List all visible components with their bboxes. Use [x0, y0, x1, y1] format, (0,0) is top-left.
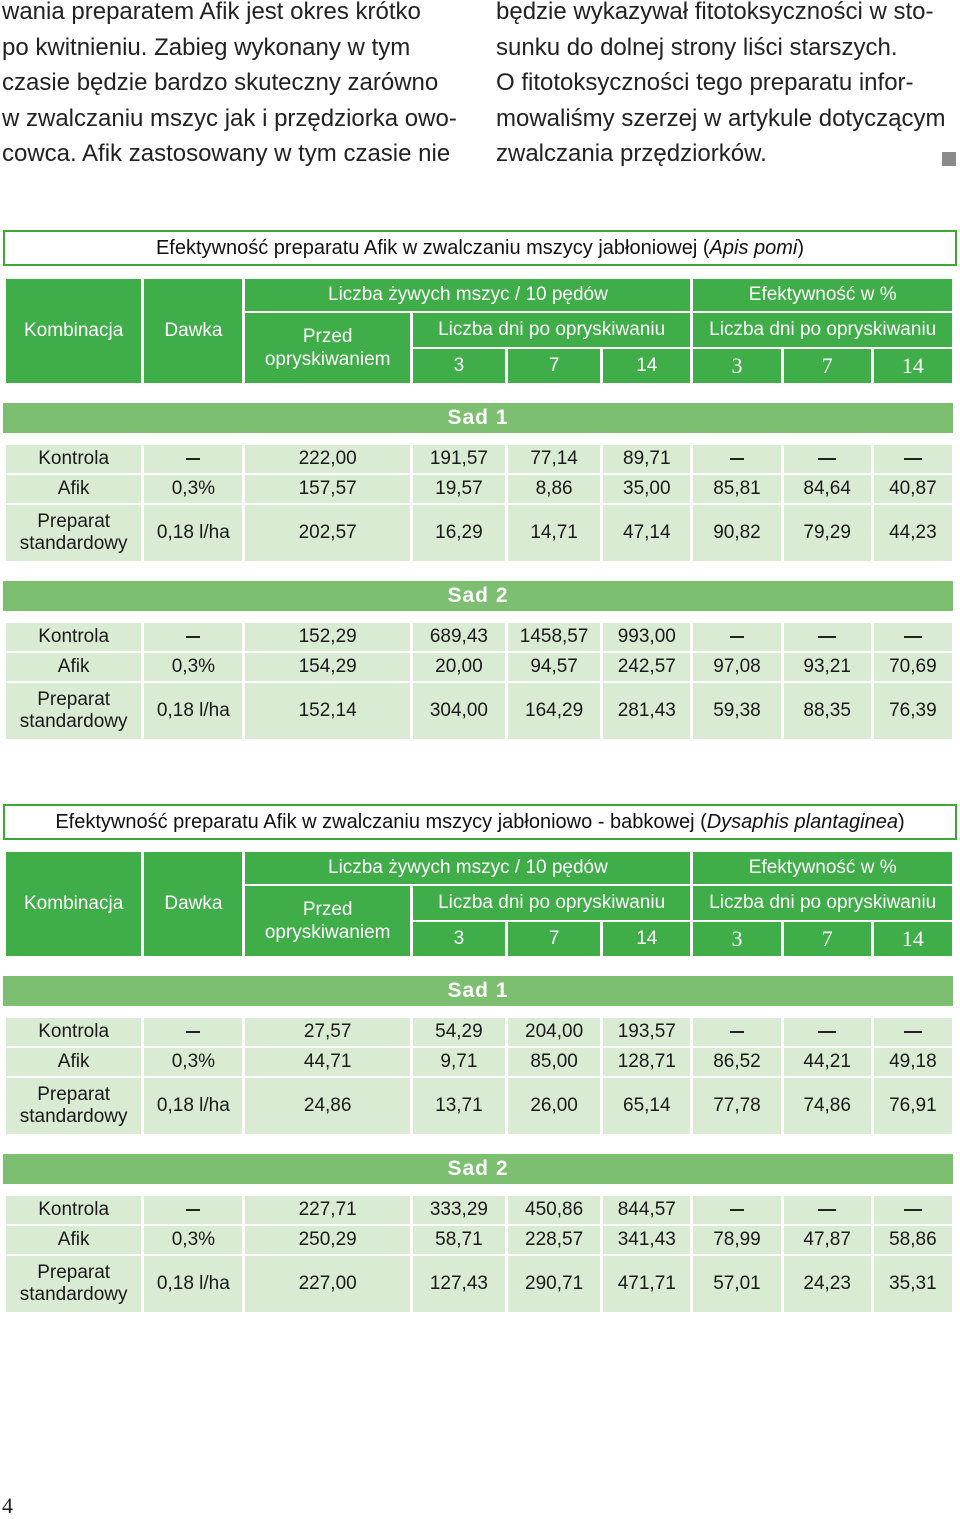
- table-row: [6, 1194, 952, 1224]
- cell-dawka: 0,18 l/ha: [144, 1254, 242, 1312]
- cell-l3: 191,57: [413, 443, 505, 473]
- cell-e14-empty: [874, 443, 952, 473]
- cell-l3: 19,57: [413, 473, 505, 503]
- cell-kombinacja-line1: Preparat: [37, 689, 111, 710]
- cell-e7-empty: [784, 1016, 871, 1046]
- cell-e7: 47,87: [784, 1224, 871, 1254]
- header-liczba-dni-2: Liczba dni po opryskiwaniu: [693, 884, 952, 920]
- cell-kombinacja: Afik: [6, 473, 141, 503]
- cell-kombinacja-line2: standardowy: [19, 1284, 128, 1305]
- header-eff-day-7: 7: [784, 347, 871, 383]
- cell-l7: 77,14: [508, 443, 600, 473]
- cell-przed: 227,00: [245, 1254, 409, 1312]
- cell-l14: 242,57: [603, 651, 690, 681]
- cell-l7: 290,71: [508, 1254, 600, 1312]
- table2-title: [3, 804, 957, 840]
- intro-line: czasie będzie bardzo skuteczny zarówno: [2, 69, 439, 97]
- cell-l3: 333,29: [413, 1194, 505, 1224]
- cell-przed: 154,29: [245, 651, 409, 681]
- table1-header: [3, 277, 955, 383]
- cell-kombinacja: Afik: [6, 1046, 141, 1076]
- intro-line: zwalczania przędziorków.: [496, 140, 767, 168]
- cell-dawka: 0,18 l/ha: [144, 503, 242, 561]
- cell-e14: 76,39: [874, 681, 952, 739]
- header-kombinacja: Kombinacja: [6, 850, 141, 956]
- cell-kombinacja: [6, 1254, 141, 1312]
- table1-title: [3, 230, 957, 266]
- cell-l14: 471,71: [603, 1254, 690, 1312]
- header-kombinacja: Kombinacja: [6, 277, 141, 383]
- cell-dawka: 0,18 l/ha: [144, 681, 242, 739]
- header-eff-day-14: 14: [874, 347, 952, 383]
- cell-l7: 1458,57: [508, 621, 600, 651]
- cell-e14-empty: [874, 1016, 952, 1046]
- cell-kombinacja: Kontrola: [6, 1194, 141, 1224]
- cell-przed: 152,29: [245, 621, 409, 651]
- cell-e3-empty: [693, 1016, 780, 1046]
- table-row: [6, 473, 952, 503]
- table1-sad1-label: Sad 1: [3, 403, 953, 433]
- table-row: [6, 1254, 952, 1312]
- cell-l3: 58,71: [413, 1224, 505, 1254]
- intro-line: w zwalczaniu mszyc jak i przędziorka owo-: [2, 104, 457, 132]
- cell-l7: 85,00: [508, 1046, 600, 1076]
- cell-dawka-empty: [144, 1016, 242, 1046]
- header-przed: [245, 884, 409, 956]
- cell-e3: 77,78: [693, 1076, 780, 1134]
- end-of-article-square-icon: [942, 152, 956, 166]
- dash-mark: [186, 1209, 200, 1211]
- cell-przed: 202,57: [245, 503, 409, 561]
- header-day-14: 14: [603, 347, 690, 383]
- table2-sad1-rows: [3, 1016, 955, 1134]
- cell-dawka-empty: [144, 1194, 242, 1224]
- cell-e14: 35,31: [874, 1254, 952, 1312]
- cell-l7: 164,29: [508, 681, 600, 739]
- header-przed-line2: opryskiwaniem: [264, 349, 391, 370]
- cell-dawka: 0,3%: [144, 1224, 242, 1254]
- cell-e14: 40,87: [874, 473, 952, 503]
- cell-kombinacja-line2: standardowy: [19, 1106, 128, 1127]
- table2-header: [3, 850, 955, 956]
- header-eff-day-3: 3: [693, 347, 780, 383]
- table-row: [6, 1016, 952, 1046]
- header-day-3: 3: [413, 920, 505, 956]
- table-row: [6, 1076, 952, 1134]
- intro-line: będzie wykazywał fitotoksyczności w sto-: [496, 0, 934, 25]
- header-liczba-dni-2: Liczba dni po opryskiwaniu: [693, 311, 952, 347]
- table-row: [6, 681, 952, 739]
- cell-l3: 689,43: [413, 621, 505, 651]
- dash-mark: [730, 1031, 744, 1033]
- cell-l7: 94,57: [508, 651, 600, 681]
- dash-mark: [186, 458, 200, 460]
- table-row: [6, 651, 952, 681]
- cell-l14: 89,71: [603, 443, 690, 473]
- table2-sad2-label: Sad 2: [3, 1154, 953, 1184]
- table-row: [6, 1046, 952, 1076]
- cell-l7: 228,57: [508, 1224, 600, 1254]
- table1-title-species: Apis pomi: [709, 237, 798, 259]
- cell-przed: 222,00: [245, 443, 409, 473]
- cell-e7-empty: [784, 621, 871, 651]
- cell-przed: 27,57: [245, 1016, 409, 1046]
- cell-l14: 65,14: [603, 1076, 690, 1134]
- cell-kombinacja-line1: Preparat: [37, 511, 111, 532]
- cell-e7-empty: [784, 443, 871, 473]
- cell-e3: 57,01: [693, 1254, 780, 1312]
- cell-l7: 26,00: [508, 1076, 600, 1134]
- cell-e14: 70,69: [874, 651, 952, 681]
- dash-mark: [904, 636, 922, 638]
- cell-kombinacja: Kontrola: [6, 443, 141, 473]
- cell-kombinacja-line1: Preparat: [37, 1084, 111, 1105]
- cell-e14: 76,91: [874, 1076, 952, 1134]
- cell-dawka: 0,18 l/ha: [144, 1076, 242, 1134]
- cell-przed: 227,71: [245, 1194, 409, 1224]
- cell-e7: 88,35: [784, 681, 871, 739]
- header-liczba-mszyc: Liczba żywych mszyc / 10 pędów: [245, 277, 690, 311]
- table2-title-text: Efektywność preparatu Afik w zwalczaniu mszycy jabłoniowo - babkowej (: [55, 811, 707, 833]
- cell-przed: 157,57: [245, 473, 409, 503]
- cell-l3: 13,71: [413, 1076, 505, 1134]
- cell-przed: 44,71: [245, 1046, 409, 1076]
- cell-l3: 304,00: [413, 681, 505, 739]
- cell-e3: 97,08: [693, 651, 780, 681]
- cell-e7: 93,21: [784, 651, 871, 681]
- cell-l7: 8,86: [508, 473, 600, 503]
- cell-l14: 341,43: [603, 1224, 690, 1254]
- cell-dawka-empty: [144, 621, 242, 651]
- cell-dawka-empty: [144, 443, 242, 473]
- cell-e7: 79,29: [784, 503, 871, 561]
- cell-e7: 44,21: [784, 1046, 871, 1076]
- header-efektywnosc: Efektywność w %: [693, 277, 952, 311]
- cell-l14: 128,71: [603, 1046, 690, 1076]
- intro-line: mowaliśmy szerzej w artykule dotyczącym: [496, 104, 946, 132]
- dash-mark: [730, 1209, 744, 1211]
- dash-mark: [818, 636, 836, 638]
- table2-title-species: Dysaphis plantaginea: [706, 811, 898, 833]
- cell-kombinacja: [6, 503, 141, 561]
- cell-l3: 16,29: [413, 503, 505, 561]
- table1-sad2-rows: [3, 621, 955, 739]
- intro-line: wania preparatem Afik jest okres krótko: [2, 0, 421, 25]
- cell-l3: 54,29: [413, 1016, 505, 1046]
- intro-line: O fitotoksyczności tego preparatu infor-: [496, 69, 914, 97]
- cell-l14: 281,43: [603, 681, 690, 739]
- header-liczba-mszyc: Liczba żywych mszyc / 10 pędów: [245, 850, 690, 884]
- cell-kombinacja-line2: standardowy: [19, 711, 128, 732]
- dash-mark: [186, 636, 200, 638]
- header-przed-line1: Przed: [302, 326, 353, 347]
- cell-l14: 844,57: [603, 1194, 690, 1224]
- cell-e3-empty: [693, 621, 780, 651]
- cell-e3: 59,38: [693, 681, 780, 739]
- cell-l3: 20,00: [413, 651, 505, 681]
- header-eff-day-3: 3: [693, 920, 780, 956]
- dash-mark: [730, 636, 744, 638]
- table1-title-close: ): [797, 237, 805, 259]
- header-day-7: 7: [508, 347, 600, 383]
- intro-left-column: [2, 0, 460, 172]
- cell-e14: 49,18: [874, 1046, 952, 1076]
- table1-sad1-rows: [3, 443, 955, 561]
- cell-dawka: 0,3%: [144, 1046, 242, 1076]
- cell-e3-empty: [693, 443, 780, 473]
- cell-przed: 250,29: [245, 1224, 409, 1254]
- cell-e3: 78,99: [693, 1224, 780, 1254]
- table-row: [6, 443, 952, 473]
- dash-mark: [904, 1031, 922, 1033]
- cell-l14: 193,57: [603, 1016, 690, 1046]
- page-number: 4: [2, 1493, 13, 1518]
- intro-line: cowca. Afik zastosowany w tym czasie nie: [2, 140, 451, 168]
- cell-e7: 84,64: [784, 473, 871, 503]
- intro-line: sunku do dolnej strony liści starszych.: [496, 33, 898, 61]
- cell-l7: 14,71: [508, 503, 600, 561]
- cell-kombinacja: [6, 1076, 141, 1134]
- cell-e3: 90,82: [693, 503, 780, 561]
- cell-kombinacja: Afik: [6, 1224, 141, 1254]
- header-przed-line1: Przed: [302, 899, 353, 920]
- header-dawka: Dawka: [144, 277, 242, 383]
- cell-kombinacja: Kontrola: [6, 1016, 141, 1046]
- intro-right-column: [496, 0, 954, 172]
- dash-mark: [818, 1031, 836, 1033]
- cell-kombinacja: [6, 681, 141, 739]
- header-przed: [245, 311, 409, 383]
- dash-mark: [904, 1209, 922, 1211]
- cell-e3-empty: [693, 1194, 780, 1224]
- dash-mark: [904, 458, 922, 460]
- table2-title-close: ): [897, 811, 905, 833]
- cell-e14: 44,23: [874, 503, 952, 561]
- table-row: [6, 621, 952, 651]
- cell-l14: 993,00: [603, 621, 690, 651]
- dash-mark: [818, 1209, 836, 1211]
- cell-e14: 58,86: [874, 1224, 952, 1254]
- dash-mark: [186, 1031, 200, 1033]
- header-liczba-dni-1: Liczba dni po opryskiwaniu: [413, 884, 691, 920]
- cell-kombinacja: Kontrola: [6, 621, 141, 651]
- table2-sad1-label: Sad 1: [3, 976, 953, 1006]
- cell-e3: 86,52: [693, 1046, 780, 1076]
- header-przed-line2: opryskiwaniem: [264, 922, 391, 943]
- cell-e7: 74,86: [784, 1076, 871, 1134]
- table1-title-text: Efektywność preparatu Afik w zwalczaniu mszycy jabłoniowej (: [155, 237, 710, 259]
- cell-kombinacja-line1: Preparat: [37, 1262, 111, 1283]
- cell-l3: 9,71: [413, 1046, 505, 1076]
- header-eff-day-14: 14: [874, 920, 952, 956]
- table-row: [6, 1224, 952, 1254]
- header-day-3: 3: [413, 347, 505, 383]
- cell-kombinacja: Afik: [6, 651, 141, 681]
- cell-l3: 127,43: [413, 1254, 505, 1312]
- table2-sad2-rows: [3, 1194, 955, 1312]
- header-day-7: 7: [508, 920, 600, 956]
- cell-e7: 24,23: [784, 1254, 871, 1312]
- cell-l7: 204,00: [508, 1016, 600, 1046]
- cell-l14: 35,00: [603, 473, 690, 503]
- cell-kombinacja-line2: standardowy: [19, 533, 128, 554]
- header-eff-day-7: 7: [784, 920, 871, 956]
- cell-e7-empty: [784, 1194, 871, 1224]
- intro-text: [0, 0, 960, 180]
- header-liczba-dni-1: Liczba dni po opryskiwaniu: [413, 311, 691, 347]
- cell-e14-empty: [874, 1194, 952, 1224]
- cell-l14: 47,14: [603, 503, 690, 561]
- cell-e14-empty: [874, 621, 952, 651]
- cell-e3: 85,81: [693, 473, 780, 503]
- header-efektywnosc: Efektywność w %: [693, 850, 952, 884]
- cell-dawka: 0,3%: [144, 651, 242, 681]
- cell-przed: 152,14: [245, 681, 409, 739]
- dash-mark: [730, 458, 744, 460]
- intro-line: po kwitnieniu. Zabieg wykonany w tym: [2, 33, 411, 61]
- header-day-14: 14: [603, 920, 690, 956]
- cell-dawka: 0,3%: [144, 473, 242, 503]
- cell-l7: 450,86: [508, 1194, 600, 1224]
- table1-sad2-label: Sad 2: [3, 581, 953, 611]
- table-row: [6, 503, 952, 561]
- header-dawka: Dawka: [144, 850, 242, 956]
- dash-mark: [818, 458, 836, 460]
- cell-przed: 24,86: [245, 1076, 409, 1134]
